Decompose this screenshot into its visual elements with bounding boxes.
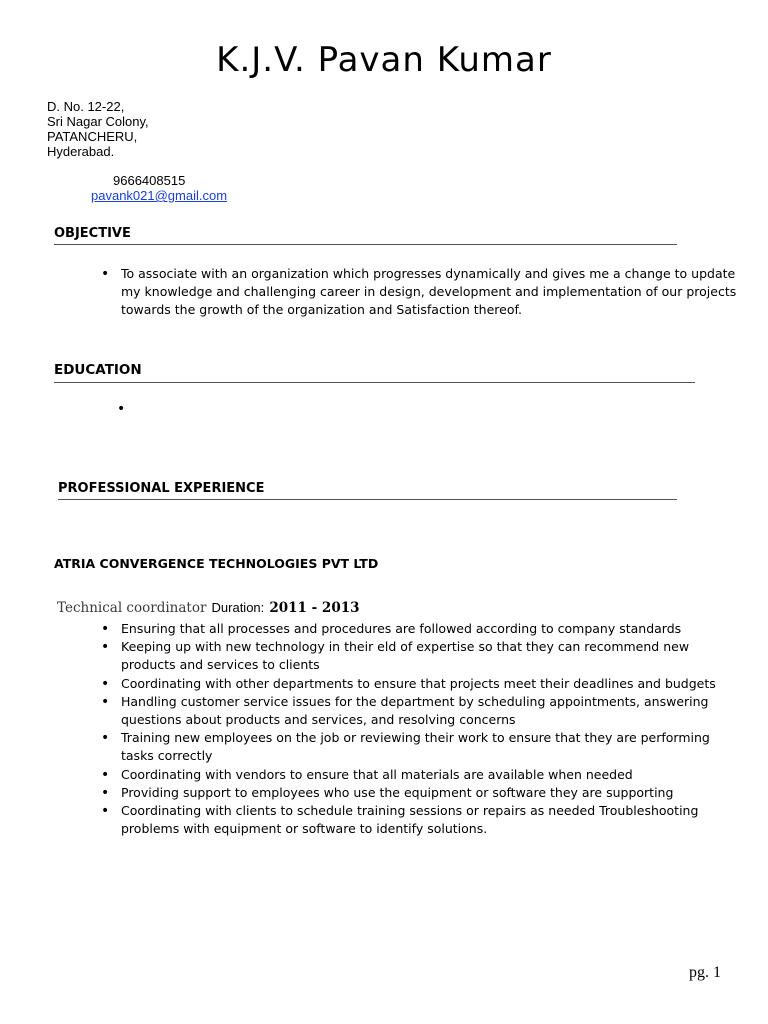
education-heading: EDUCATION [54, 362, 142, 378]
experience-divider [58, 499, 677, 500]
experience-list [101, 620, 741, 838]
list-item: • Handling customer service issues for the department by scheduling appointments, answering questions about products and services, and resolving concerns [101, 693, 741, 729]
resume-name: K.J.V. Pavan Kumar [216, 40, 552, 80]
list-item: • Keeping up with new technology in their eld of expertise so that they can recommend new products and services to clients [101, 638, 741, 674]
list-item: • Coordinating with vendors to ensure that all materials are available when needed [101, 766, 741, 784]
list-item: • Training new employees on the job or reviewing their work to ensure that they are performing tasks correctly [101, 729, 741, 765]
experience-heading: PROFESSIONAL EXPERIENCE [58, 481, 265, 496]
company-name: ATRIA CONVERGENCE TECHNOLOGIES PVT LTD [54, 556, 379, 571]
page-number: pg. 1 [689, 964, 721, 981]
job-title: Technical coordinator [57, 600, 207, 616]
address-block [47, 99, 149, 159]
address-line: Hyderabad. [47, 144, 115, 159]
list-item: • Coordinating with clients to schedule training sessions or repairs as needed Troubleshooting problems with equipment or software to identify solutions. [101, 802, 741, 838]
list-item: • Coordinating with other departments to ensure that projects meet their deadlines and budgets [101, 675, 741, 693]
email-link[interactable]: pavank021@gmail.com [91, 188, 228, 203]
objective-divider [54, 244, 677, 245]
role-line [57, 597, 360, 616]
address-line: PATANCHERU, [47, 129, 138, 144]
list-item: • To associate with an organization which progresses dynamically and gives me a change to update my knowledge and challenging career in design, development and implementation of our projects towards the growth of the organization and Satisfaction thereof. [101, 265, 741, 320]
objective-heading: OBJECTIVE [54, 226, 131, 241]
list-item: • Providing support to employees who use the equipment or software they are supporting [101, 784, 741, 802]
address-line: Sri Nagar Colony, [47, 114, 149, 129]
education-divider [54, 382, 695, 383]
duration-label: Duration: [211, 600, 265, 615]
list-item: • Ensuring that all processes and procedures are followed according to company standards [101, 620, 741, 638]
address-line: D. No. 12-22, [47, 99, 125, 114]
objective-list [101, 265, 741, 320]
phone-number: 9666408515 [113, 173, 186, 188]
duration-value: 2011 - 2013 [269, 600, 360, 616]
